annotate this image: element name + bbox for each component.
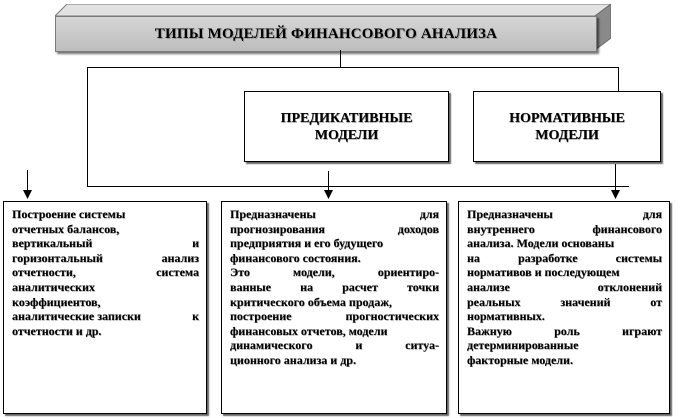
arrow-left-head [23,190,32,199]
text-word: для [419,207,439,221]
box-left-description [3,201,207,414]
text-line [230,222,439,237]
text-word: значений [560,294,611,309]
text-line: аналитических [12,279,95,294]
text-word: для [642,207,662,221]
text-word: нормативов и последующем [467,265,620,280]
text-line [230,280,439,295]
text-line: отчетных балансов, [12,221,120,236]
text-line: коэффициентов, [12,294,101,309]
arrow-middle-head [324,190,333,199]
header-predictive-line1: ПРЕДИКАТИВНЫЕ [280,110,413,126]
text-line [12,236,199,251]
text-word: критического объема продаж, [230,294,392,309]
text-line: факторные модели. [467,352,573,367]
text-word: анализа. Модели основаны [467,236,615,251]
text-word: и [192,236,199,251]
text-word: финансового [592,221,662,236]
text-word: вертикальный [12,236,93,251]
text-line [12,265,199,280]
text-word: ванные [230,279,272,294]
text-line [230,295,439,310]
page-title: ТИПЫ МОДЕЛЕЙ ФИНАНСОВОГО АНАЛИЗА [55,16,597,52]
text-word: аналитические записки [12,309,141,324]
text-word: предприятия и его будущего [230,236,383,251]
text-word: реальных [467,294,521,309]
text-line [467,280,662,295]
header-normative-line2: МОДЕЛИ [535,127,599,143]
text-word: к [192,309,199,324]
text-word: внутреннего [467,221,535,236]
text-word: Это [230,265,250,280]
text-word: анализ [161,250,199,265]
header-predictive-models [244,91,449,162]
text-line: ционного анализа и др. [230,352,356,367]
text-word: горизонтальный [12,250,103,265]
header-normative-line1: НОРМАТИВНЫЕ [509,110,625,126]
text-word: точки [406,279,439,294]
text-word: анализе [467,279,510,294]
text-word: прогностических [345,309,439,324]
arrow-right-head [611,190,620,199]
text-word: разработке [517,250,578,265]
text-word: отчетности, [12,265,76,280]
text-line [230,207,439,222]
text-word: ситуа- [405,338,439,353]
text-word: динамического [230,338,313,353]
text-line: детерминированные [467,338,579,353]
text-line: финансовых отчетов, модели [230,323,388,338]
text-line: нормативных. [467,309,545,324]
text-line [467,222,662,237]
header-normative-models [473,91,661,162]
text-word: на [467,250,480,265]
text-line [12,309,199,324]
text-word: от [650,294,662,309]
text-word: прогнозирования [230,221,325,236]
box-predictive-description [221,201,447,414]
text-line [12,251,199,266]
header-predictive-line2: МОДЕЛИ [314,127,379,143]
text-word: и [355,338,363,353]
text-word: построение [230,309,292,324]
text-line [467,207,662,222]
text-line: Построение системы [12,207,126,221]
text-line [467,236,662,251]
text-word: доходов [397,221,439,236]
text-word: роль [554,323,580,338]
text-word: на [300,279,314,294]
text-word: расчет [342,279,378,294]
text-line: финансового состояния. [230,250,361,265]
text-line [467,251,662,266]
text-line [230,265,439,280]
text-line [467,265,662,280]
text-line [230,338,439,353]
text-word: ориентиро- [377,265,439,280]
text-line: отчетности и др. [12,323,102,338]
text-word: отклонений [597,279,662,294]
text-word: Предназначены [230,207,316,221]
text-line [230,309,439,324]
text-word: Важную [467,323,512,338]
text-word: система [156,265,199,280]
text-word: системы [615,250,662,265]
text-line [467,324,662,339]
text-word: играют [622,323,662,338]
text-word: Предназначены [467,207,553,221]
text-word: модели, [292,265,335,280]
text-line [467,295,662,310]
text-line [230,236,439,251]
box-normative-description [458,201,670,414]
